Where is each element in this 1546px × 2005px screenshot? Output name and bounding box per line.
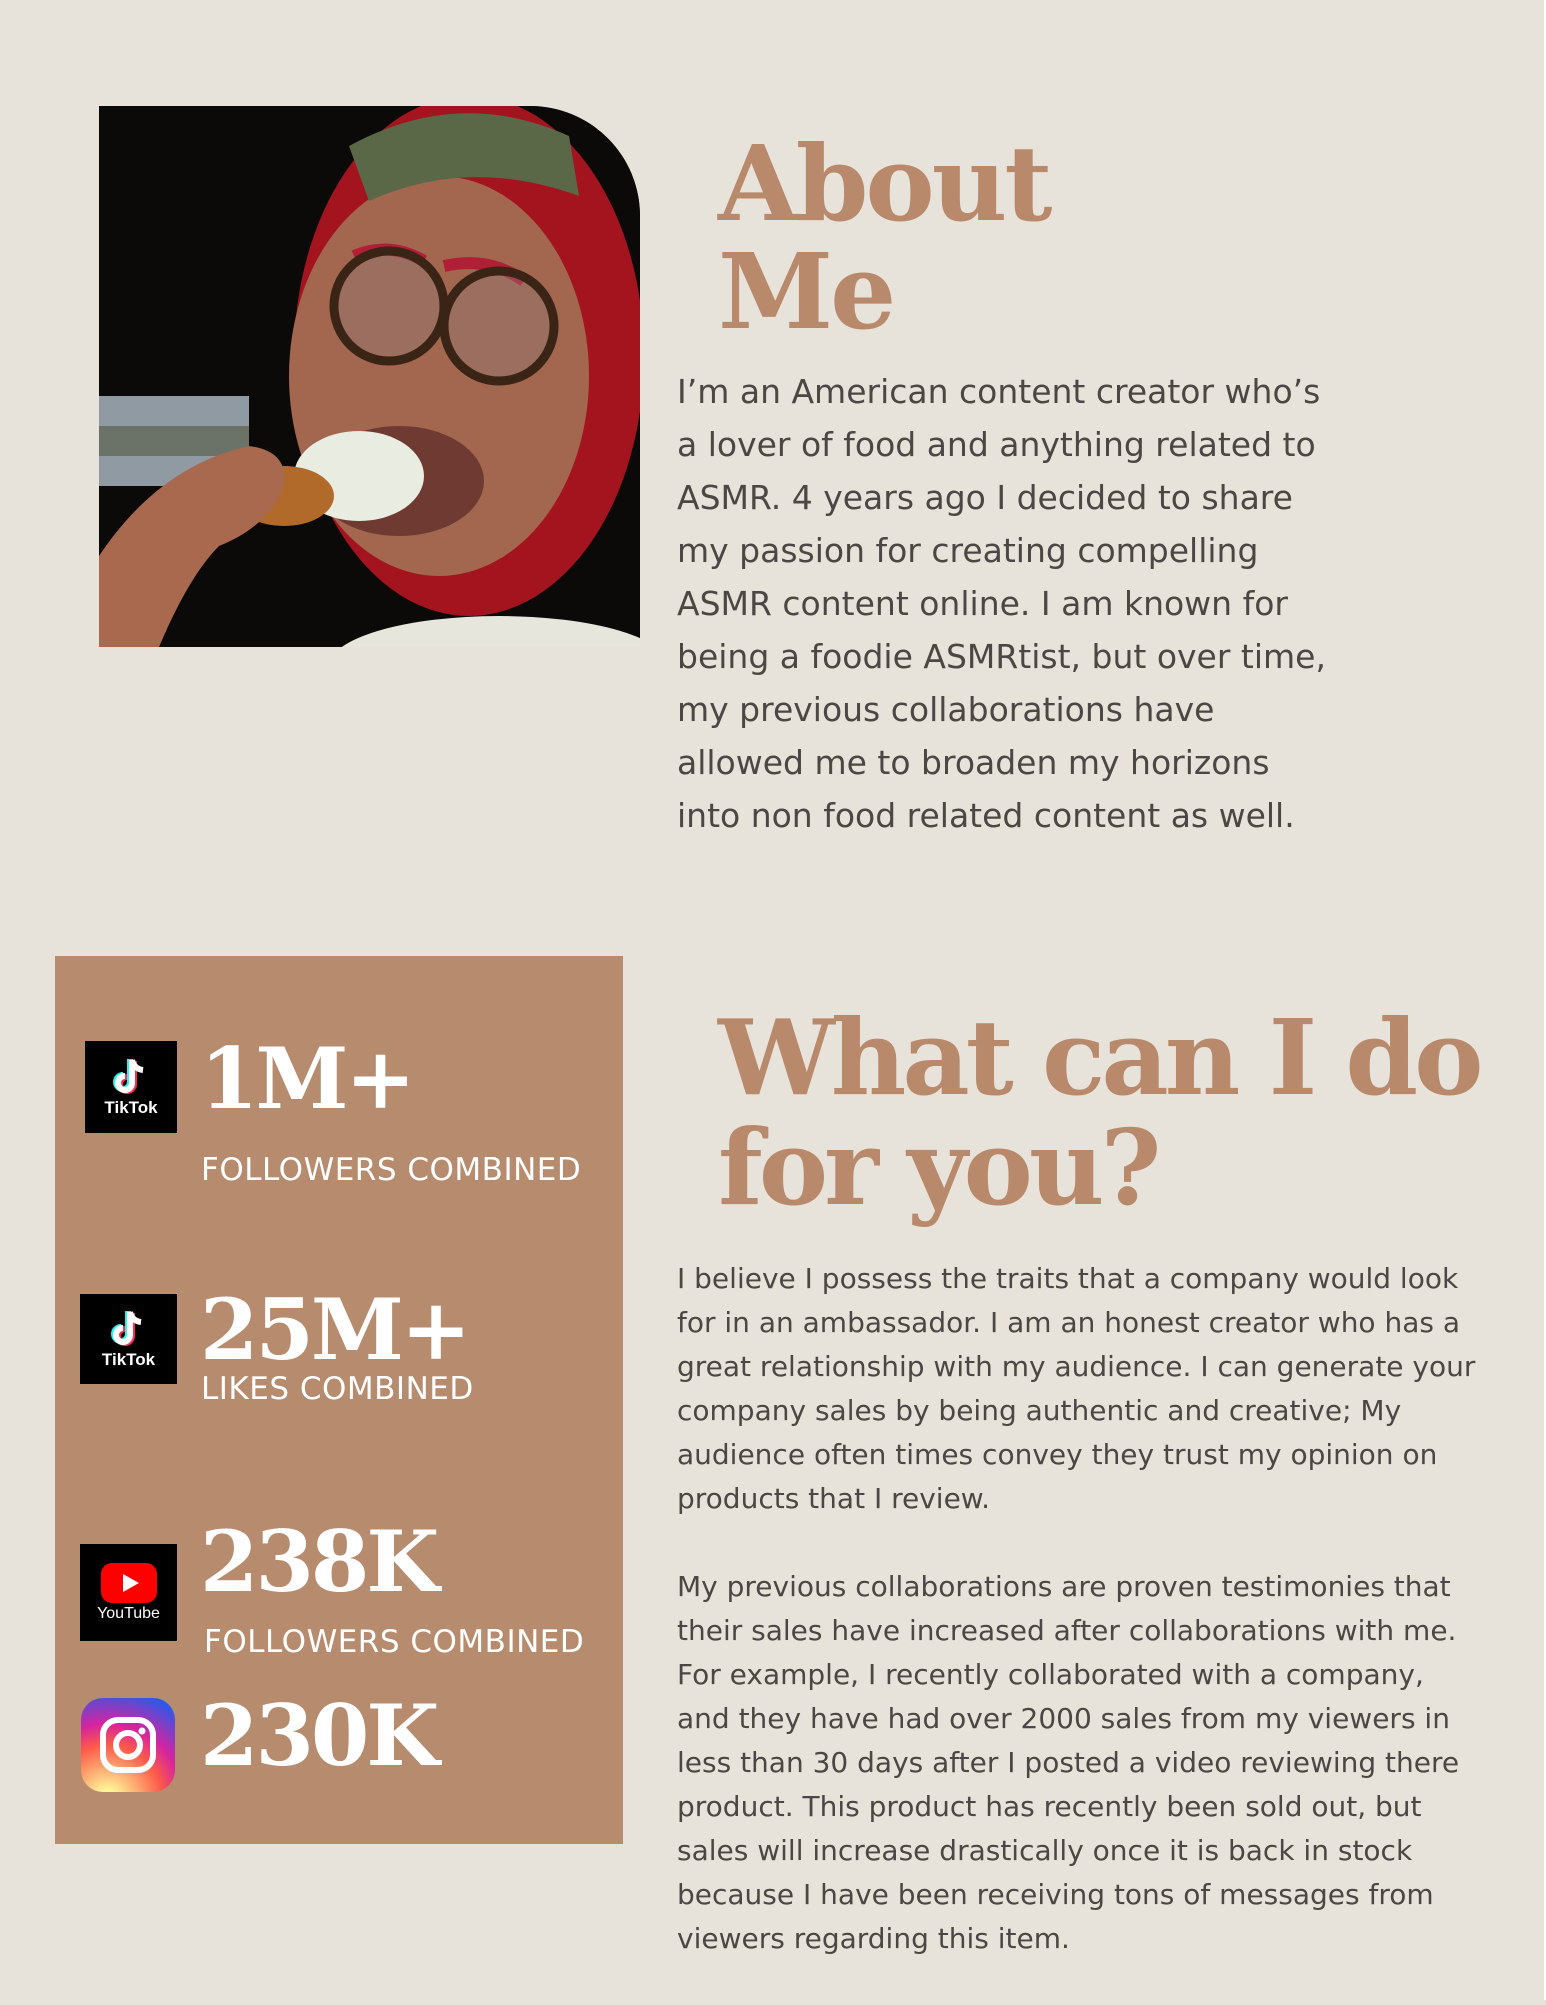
- youtube-icon: YouTube: [80, 1544, 177, 1641]
- stat-value: 230K: [200, 1686, 437, 1785]
- about-heading-line2: Me: [718, 230, 894, 353]
- what-heading: [718, 996, 1518, 1229]
- tiktok-icon: TikTok: [80, 1294, 177, 1384]
- tiktok-icon: TikTok: [85, 1041, 177, 1133]
- what-heading-line2: for you?: [718, 1106, 1158, 1229]
- what-text: [677, 1257, 1477, 2005]
- about-heading: [718, 122, 1318, 353]
- stats-panel: [55, 956, 623, 1844]
- stat-caption: FOLLOWERS COMBINED: [204, 1624, 585, 1660]
- stat-caption: LIKES COMBINED: [201, 1371, 474, 1407]
- about-text: I’m an American content creator who’s a lover of food and anything related to ASMR. 4 years ago I decided to share my passion for creating compelling ASMR content online. I am known for being a foodie ASMRtist, but over time, my previous collaborations have allowed me to broaden my horizons into non food related content as well.: [677, 372, 1326, 835]
- what-paragraph-2: My previous collaborations are proven testimonies that their sales have increased after collaborations with me. For example, I recently collaborated with a company, and they have had over 2000 sales from my viewers in less than 30 days after I posted a video reviewing there product. This product has recently been sold out, but sales will increase drastically once it is back in stock because I have been receiving tons of messages from viewers regarding this item.: [677, 1570, 1460, 1955]
- about-heading-line1: About: [718, 122, 1050, 245]
- stat-caption: FOLLOWERS COMBINED: [201, 1152, 582, 1188]
- instagram-icon: [81, 1698, 175, 1792]
- stat-value: 238K: [200, 1512, 437, 1611]
- stat-value: 25M+: [200, 1280, 469, 1379]
- what-heading-line1: What can I do: [718, 996, 1480, 1119]
- portrait-illustration: [99, 106, 640, 647]
- profile-photo: [99, 106, 640, 647]
- stat-value: 1M+: [200, 1029, 413, 1128]
- what-paragraph-1: I believe I possess the traits that a company would look for in an ambassador. I am an honest creator who has a great relationship with my audience. I can generate your company sales by being authentic and creative; My audience often times convey they trust my opinion on products that I review.: [677, 1262, 1476, 1515]
